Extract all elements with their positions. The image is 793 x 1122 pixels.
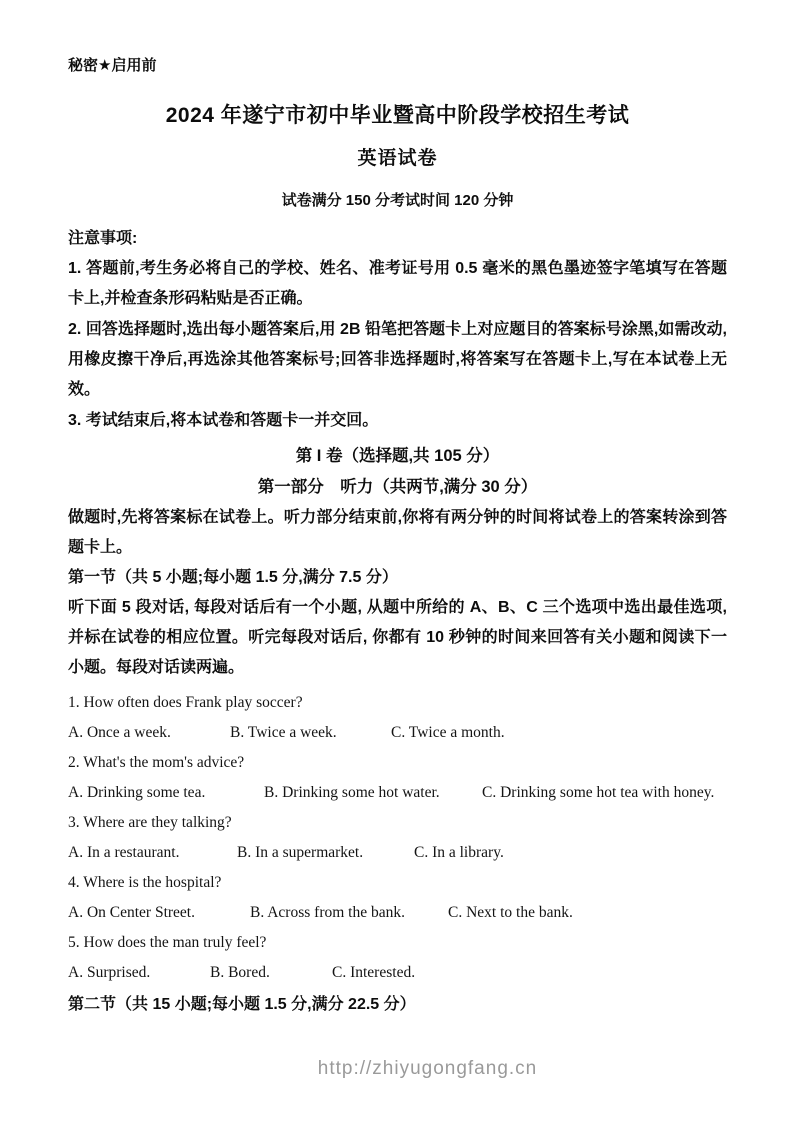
option-row <box>68 898 727 928</box>
question-text: 3. Where are they talking? <box>68 814 232 831</box>
listening-questions <box>68 688 727 988</box>
exam-subject: 英语试卷 <box>357 148 438 169</box>
score-time-line: 试卷满分 150 分考试时间 120 分钟 <box>281 192 514 209</box>
question-text: 4. Where is the hospital? <box>68 874 222 891</box>
option-a: A. Surprised. <box>68 964 151 981</box>
question-text: 2. What's the mom's advice? <box>68 754 245 771</box>
listening-transfer-note: 做题时,先将答案标在试卷上。听力部分结束前,你将有两分钟的时间将试卷上的答案转涂到答题卡上。 <box>68 509 727 556</box>
option-row <box>68 778 727 808</box>
option-a: A. Once a week. <box>68 724 171 741</box>
exam-title: 2024 年遂宁市初中毕业暨高中阶段学校招生考试 <box>165 104 630 127</box>
option-c: C. Drinking some hot tea with honey. <box>482 784 715 801</box>
watermark-url: http://zhiyugongfang.cn <box>317 1058 538 1079</box>
option-row <box>68 718 727 748</box>
option-b: B. Bored. <box>210 964 270 981</box>
option-c: C. Interested. <box>332 964 416 981</box>
option-row <box>68 838 727 868</box>
question-text: 1. How often does Frank play soccer? <box>68 694 303 711</box>
option-b: B. Across from the bank. <box>250 904 405 921</box>
question-4 <box>68 868 727 928</box>
section-2-heading: 第二节（共 15 小题;每小题 1.5 分,满分 22.5 分） <box>68 996 416 1013</box>
notice-item-3: 3. 考试结束后,将本试卷和答题卡一并交回。 <box>68 412 379 429</box>
option-c: C. In a library. <box>414 844 504 861</box>
option-a: A. In a restaurant. <box>68 844 180 861</box>
option-b: B. Twice a week. <box>230 724 337 741</box>
option-c: C. Next to the bank. <box>448 904 573 921</box>
question-2 <box>68 748 727 808</box>
section-1-instructions: 听下面 5 段对话, 每段对话后有一个小题, 从题中所给的 A、B、C 三个选项中选出最佳选项, 并标在试卷的相应位置。听完每段对话后, 你都有 10 秒钟的时间来回答有关小题和阅读下一小题。每段对话读两遍。 <box>68 599 727 676</box>
notice-item-1: 1. 答题前,考生务必将自己的学校、姓名、准考证号用 0.5 毫米的黑色墨迹签字笔填写在答题卡上,并检查条形码粘贴是否正确。 <box>68 260 727 307</box>
notice-item-2: 2. 回答选择题时,选出每小题答案后,用 2B 铅笔把答题卡上对应题目的答案标号涂黑,如需改动,用橡皮擦干净后,再选涂其他答案标号;回答非选择题时,将答案写在答题卡上,写在本试卷上无效。 <box>68 321 727 398</box>
option-b: B. In a supermarket. <box>237 844 364 861</box>
part-1-heading: 第一部分 听力（共两节,满分 30 分） <box>257 478 538 496</box>
question-1 <box>68 688 727 748</box>
volume-1-heading: 第 I 卷（选择题,共 105 分） <box>295 447 500 465</box>
option-a: A. On Center Street. <box>68 904 195 921</box>
question-5 <box>68 928 727 988</box>
notice-block <box>68 224 727 436</box>
option-row <box>68 958 727 988</box>
option-b: B. Drinking some hot water. <box>264 784 440 801</box>
question-text: 5. How does the man truly feel? <box>68 934 267 951</box>
notice-heading: 注意事项: <box>68 230 138 247</box>
classification-label: 秘密★启用前 <box>68 57 157 74</box>
option-c: C. Twice a month. <box>391 724 505 741</box>
section-1-heading: 第一节（共 5 小题;每小题 1.5 分,满分 7.5 分） <box>68 569 398 586</box>
question-3 <box>68 808 727 868</box>
option-a: A. Drinking some tea. <box>68 784 206 801</box>
